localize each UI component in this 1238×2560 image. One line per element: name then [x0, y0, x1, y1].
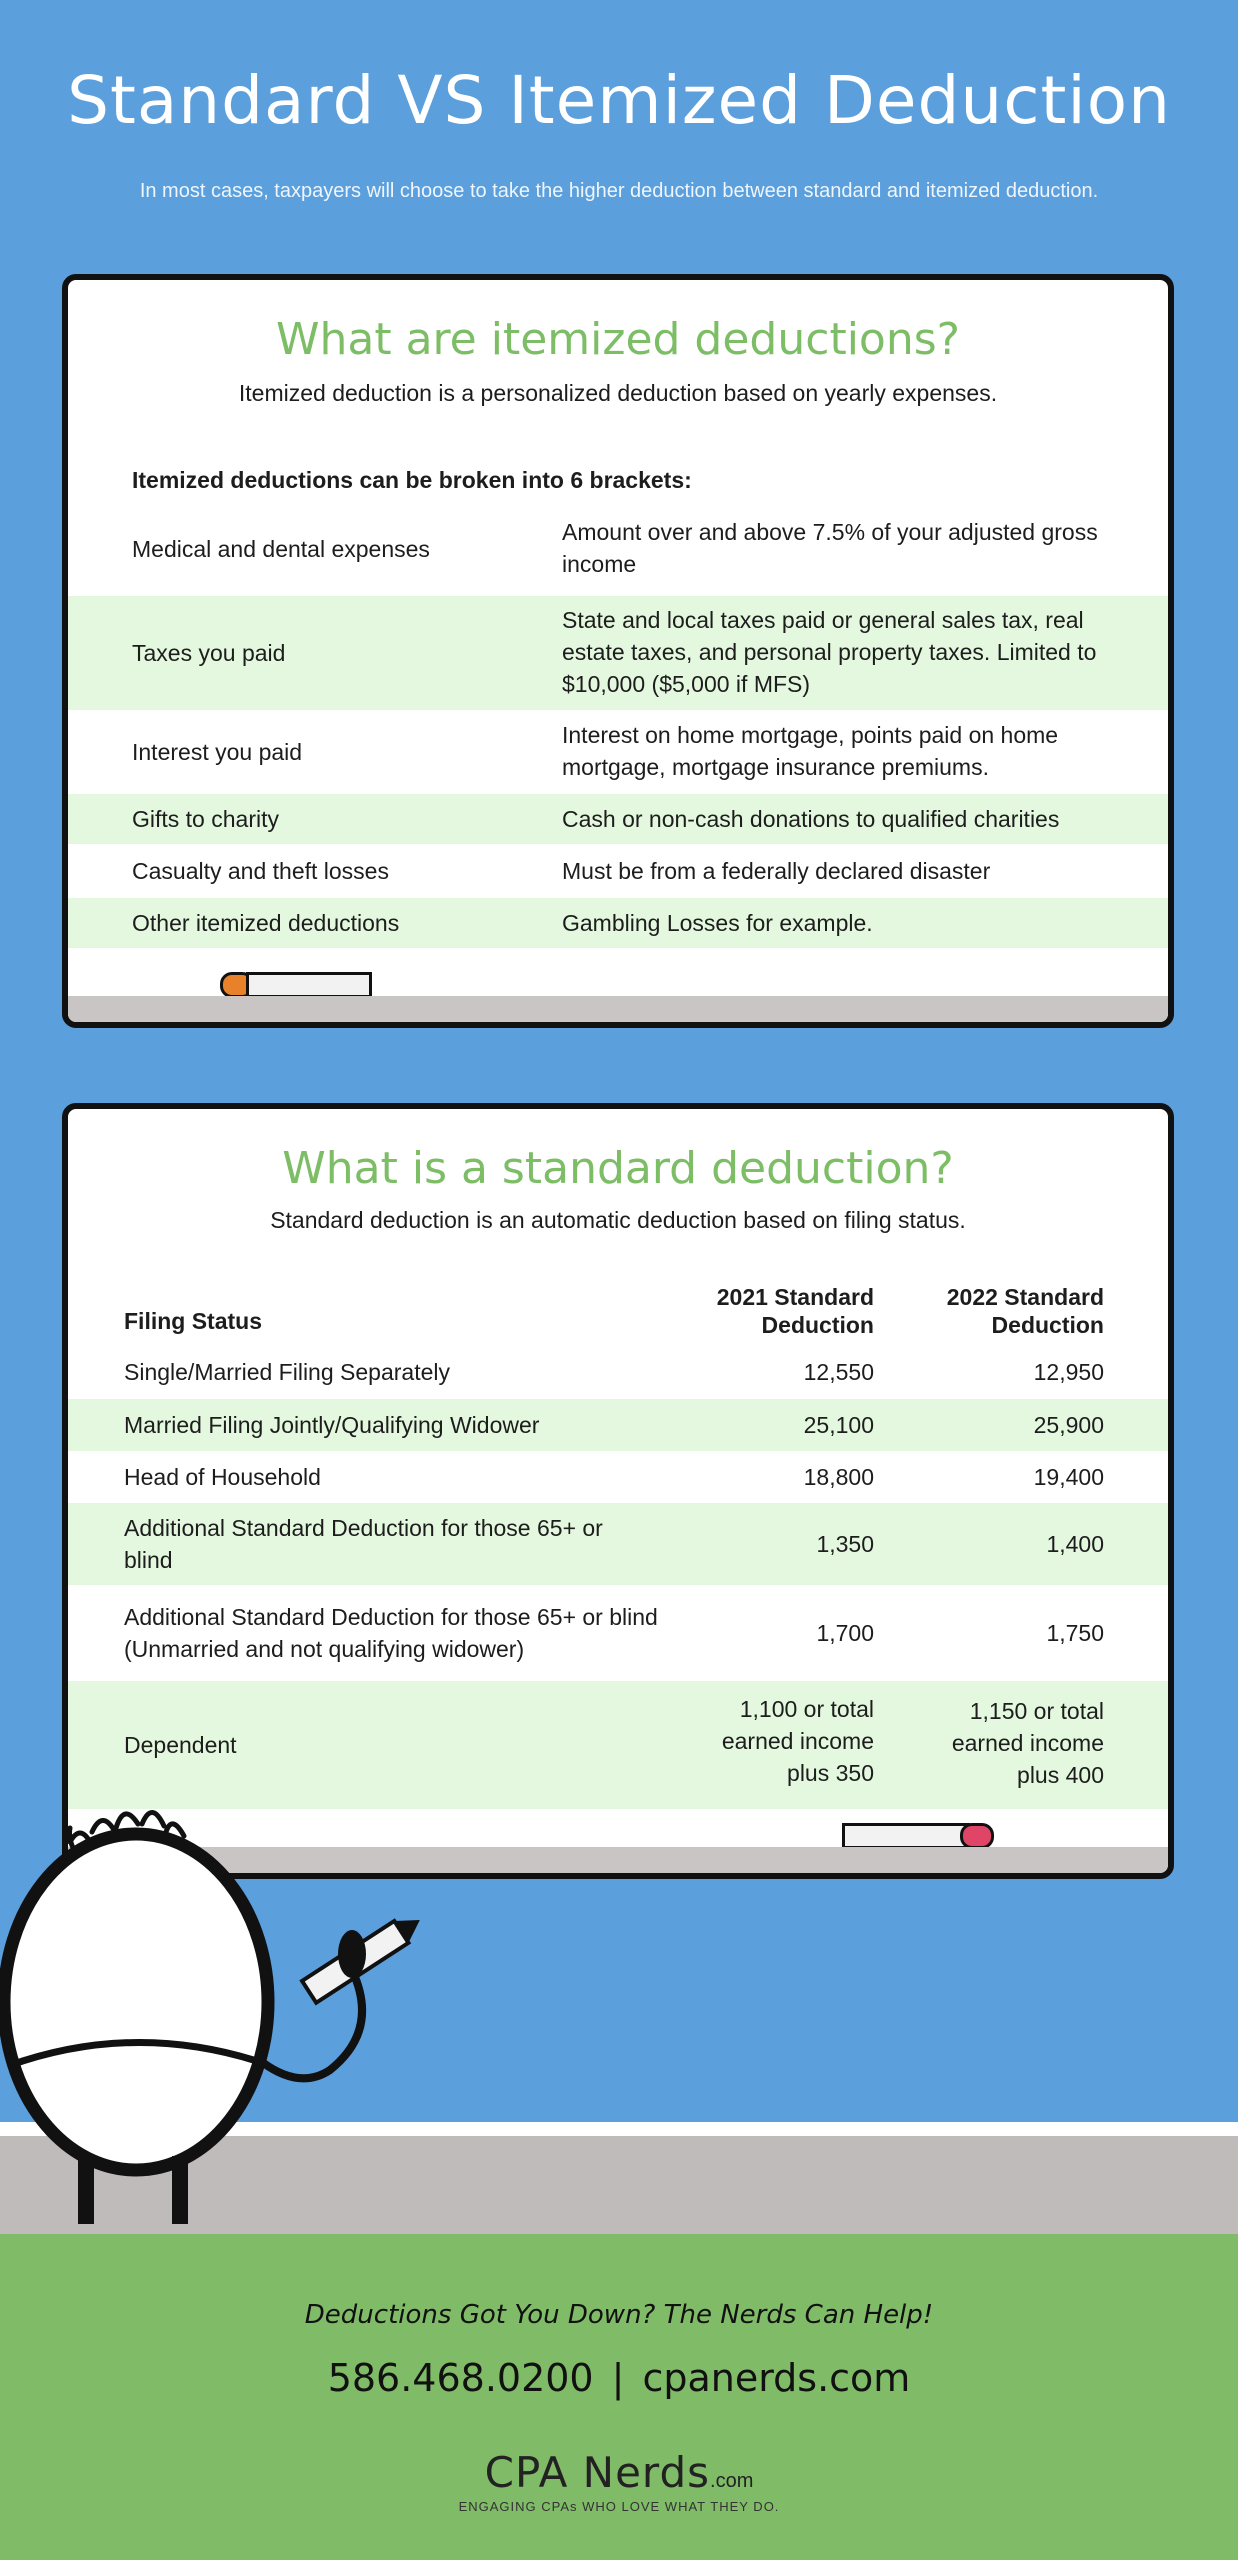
row-label: Additional Standard Deduction for those 65+ or blind	[124, 1515, 603, 1573]
value-2022: 1,750	[1046, 1620, 1104, 1646]
phone-number[interactable]: 586.468.0200	[327, 2356, 594, 2400]
row-description: Cash or non-cash donations to qualified charities	[562, 806, 1060, 832]
standard-intro: Standard deduction is an automatic deduction based on filing status.	[270, 1207, 966, 1233]
itemized-heading: What are itemized deductions?	[275, 314, 961, 365]
table-row	[68, 1585, 1168, 1681]
row-description: Must be from a federally declared disaster	[562, 858, 991, 884]
row-description: Amount over and above 7.5% of your adjusted gross income	[562, 519, 1098, 577]
footer	[0, 2234, 1238, 2560]
value-2021: 1,100 or total earned income plus 350	[721, 1696, 874, 1786]
page-subtitle: In most cases, taxpayers will choose to take the higher deduction between standard and itemized deduction.	[139, 180, 1099, 202]
nerd-character-icon	[0, 1770, 440, 2240]
row-label: Single/Married Filing Separately	[124, 1359, 450, 1385]
standard-heading: What is a standard deduction?	[282, 1143, 954, 1194]
logo-dotcom: .com	[710, 2470, 754, 2492]
row-label: Gifts to charity	[132, 806, 279, 832]
itemized-table-caption: Itemized deductions can be broken into 6 brackets:	[132, 467, 692, 493]
row-label: Taxes you paid	[132, 640, 286, 666]
value-2021: 25,100	[803, 1412, 874, 1438]
row-label: Interest you paid	[132, 739, 303, 765]
table-row	[68, 710, 1168, 794]
contact-separator: |	[611, 2356, 625, 2400]
value-2021: 1,700	[816, 1620, 874, 1646]
column-header-2021: 2021 Standard Deduction	[716, 1284, 874, 1338]
value-2021: 12,550	[803, 1359, 874, 1385]
value-2022: 19,400	[1033, 1464, 1104, 1490]
table-row	[68, 596, 1168, 710]
row-label: Additional Standard Deduction for those 65+ or blind (Unmarried and not qualifying widower)	[124, 1604, 658, 1662]
standard-board	[62, 1103, 1174, 1879]
row-description: Gambling Losses for example.	[562, 910, 873, 936]
value-2022: 25,900	[1033, 1412, 1104, 1438]
value-2022: 1,150 or total earned income plus 400	[951, 1698, 1104, 1788]
row-label: Casualty and theft losses	[132, 858, 389, 884]
value-2021: 18,800	[803, 1464, 874, 1490]
logo-brand: CPA Nerds	[484, 2448, 711, 2497]
table-header	[68, 1279, 1168, 1345]
cpa-nerds-logo	[0, 2448, 1238, 2514]
itemized-intro: Itemized deduction is a personalized deduction based on yearly expenses.	[238, 380, 998, 406]
row-label: Head of Household	[124, 1464, 321, 1490]
logo-slogan: ENGAGING CPAs WHO LOVE WHAT THEY DO.	[458, 2499, 780, 2514]
row-label: Married Filing Jointly/Qualifying Widower	[124, 1412, 540, 1438]
page-title: Standard VS Itemized Deduction	[67, 62, 1171, 139]
board-tray	[68, 996, 1168, 1022]
table-row	[68, 1451, 1168, 1503]
footer-contact	[0, 2356, 1238, 2400]
row-label: Medical and dental expenses	[132, 536, 430, 562]
value-2022: 12,950	[1033, 1359, 1104, 1385]
row-label: Other itemized deductions	[132, 910, 400, 936]
value-2022: 1,400	[1046, 1531, 1104, 1557]
footer-tagline: Deductions Got You Down? The Nerds Can Help!	[304, 2300, 934, 2330]
value-2021: 1,350	[816, 1531, 874, 1557]
red-marker-icon	[842, 1823, 994, 1849]
table-row	[68, 844, 1168, 898]
orange-marker-icon	[220, 972, 372, 998]
website-link[interactable]: cpanerds.com	[642, 2356, 911, 2400]
row-description: State and local taxes paid or general sales tax, real estate taxes, and personal property taxes. Limited to $10,000 ($5,000 if MFS)	[562, 607, 1097, 697]
table-row	[68, 898, 1168, 948]
table-row	[68, 794, 1168, 844]
table-row	[68, 1345, 1168, 1399]
table-row	[68, 1503, 1168, 1585]
itemized-board	[62, 274, 1174, 1028]
column-header-status: Filing Status	[124, 1308, 262, 1334]
table-row	[68, 510, 1168, 588]
row-label: Dependent	[124, 1732, 237, 1758]
row-description: Interest on home mortgage, points paid on home mortgage, mortgage insurance premiums.	[562, 722, 1059, 780]
column-header-2022: 2022 Standard Deduction	[946, 1284, 1104, 1338]
table-row	[68, 1399, 1168, 1451]
